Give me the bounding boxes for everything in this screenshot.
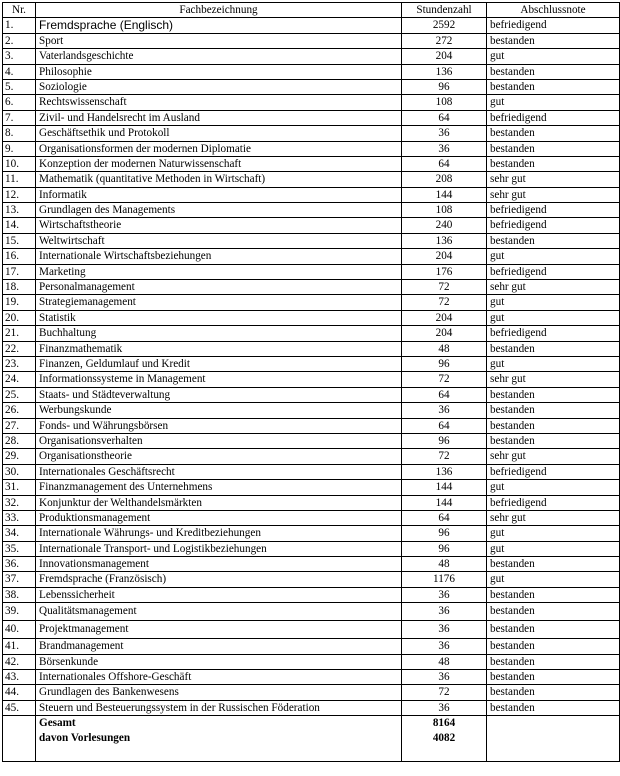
- row-hours: 36: [402, 603, 487, 621]
- row-nr: 5.: [3, 79, 36, 94]
- row-nr: 11.: [3, 172, 36, 187]
- row-nr: 12.: [3, 187, 36, 202]
- row-nr: 36.: [3, 557, 36, 572]
- row-nr: 2.: [3, 33, 36, 48]
- row-subject: Innovationsmanagement: [36, 557, 402, 572]
- table-row: [3, 141, 620, 156]
- row-hours: 36: [402, 403, 487, 418]
- row-hours: 96: [402, 526, 487, 541]
- row-grade: bestanden: [487, 403, 620, 418]
- table-row: [3, 18, 620, 33]
- row-grade: sehr gut: [487, 280, 620, 295]
- row-hours: 136: [402, 233, 487, 248]
- table-row: [3, 480, 620, 495]
- row-grade: gut: [487, 541, 620, 556]
- table-row: [3, 654, 620, 669]
- row-hours: 48: [402, 341, 487, 356]
- row-hours: 204: [402, 310, 487, 325]
- totals-nr-cell: [3, 716, 36, 762]
- table-row: [3, 156, 620, 171]
- table-row: [3, 95, 620, 110]
- row-hours: 1176: [402, 572, 487, 587]
- row-grade: bestanden: [487, 156, 620, 171]
- row-subject: Organisationsverhalten: [36, 433, 402, 448]
- row-hours: 176: [402, 264, 487, 279]
- row-hours: 2592: [402, 18, 487, 33]
- totals-spacer: [39, 746, 401, 761]
- row-subject: Fonds- und Währungsbörsen: [36, 418, 402, 433]
- table-row: [3, 433, 620, 448]
- totals-hours-cell: [402, 716, 487, 762]
- row-grade: bestanden: [487, 654, 620, 669]
- row-subject: Projektmanagement: [36, 621, 402, 639]
- header-grade: Abschlussnote: [487, 3, 620, 18]
- table-row: [3, 203, 620, 218]
- row-grade: sehr gut: [487, 449, 620, 464]
- row-nr: 20.: [3, 310, 36, 325]
- row-nr: 39.: [3, 603, 36, 621]
- row-grade: gut: [487, 572, 620, 587]
- row-grade: bestanden: [487, 64, 620, 79]
- table-row: [3, 639, 620, 654]
- lectures-label: davon Vorlesungen: [39, 732, 131, 745]
- row-hours: 72: [402, 280, 487, 295]
- row-subject: Organisationstheorie: [36, 449, 402, 464]
- row-grade: sehr gut: [487, 187, 620, 202]
- row-grade: bestanden: [487, 433, 620, 448]
- row-nr: 24.: [3, 372, 36, 387]
- row-grade: gut: [487, 526, 620, 541]
- row-subject: Wirtschaftstheorie: [36, 218, 402, 233]
- row-grade: bestanden: [487, 557, 620, 572]
- row-subject: Fremdsprache (Französisch): [36, 572, 402, 587]
- row-nr: 34.: [3, 526, 36, 541]
- table-row: [3, 33, 620, 48]
- table-row: [3, 403, 620, 418]
- table-row: [3, 264, 620, 279]
- row-subject: Konjunktur der Welthandelsmärkten: [36, 495, 402, 510]
- row-hours: 144: [402, 480, 487, 495]
- row-grade: sehr gut: [487, 372, 620, 387]
- row-nr: 8.: [3, 126, 36, 141]
- table-row: [3, 572, 620, 587]
- row-nr: 38.: [3, 587, 36, 602]
- row-grade: befriedigend: [487, 203, 620, 218]
- row-grade: bestanden: [487, 387, 620, 402]
- row-nr: 3.: [3, 49, 36, 64]
- table-row: [3, 218, 620, 233]
- row-grade: bestanden: [487, 33, 620, 48]
- row-hours: 240: [402, 218, 487, 233]
- table-row: [3, 685, 620, 700]
- table-row: [3, 372, 620, 387]
- row-hours: 36: [402, 670, 487, 685]
- row-nr: 33.: [3, 510, 36, 525]
- row-hours: 204: [402, 49, 487, 64]
- row-grade: befriedigend: [487, 326, 620, 341]
- row-nr: 1.: [3, 18, 36, 33]
- row-nr: 6.: [3, 95, 36, 110]
- row-hours: 204: [402, 326, 487, 341]
- row-grade: bestanden: [487, 603, 620, 621]
- row-grade: sehr gut: [487, 510, 620, 525]
- row-subject: Finanzen, Geldumlauf und Kredit: [36, 356, 402, 371]
- row-nr: 4.: [3, 64, 36, 79]
- table-row: [3, 126, 620, 141]
- row-subject: Marketing: [36, 264, 402, 279]
- row-hours: 64: [402, 110, 487, 125]
- row-grade: bestanden: [487, 418, 620, 433]
- row-subject: Rechtswissenschaft: [36, 95, 402, 110]
- row-subject: Internationales Offshore-Geschäft: [36, 670, 402, 685]
- table-row: [3, 603, 620, 621]
- row-hours: 36: [402, 587, 487, 602]
- row-subject: Philosophie: [36, 64, 402, 79]
- row-nr: 7.: [3, 110, 36, 125]
- row-subject: Grundlagen des Bankenwesens: [36, 685, 402, 700]
- row-grade: befriedigend: [487, 218, 620, 233]
- row-nr: 44.: [3, 685, 36, 700]
- table-row: [3, 341, 620, 356]
- row-nr: 18.: [3, 280, 36, 295]
- row-hours: 72: [402, 372, 487, 387]
- row-nr: 17.: [3, 264, 36, 279]
- row-hours: 144: [402, 187, 487, 202]
- row-subject: Lebenssicherheit: [36, 587, 402, 602]
- row-subject: Zivil- und Handelsrecht im Ausland: [36, 110, 402, 125]
- table-row: [3, 557, 620, 572]
- row-hours: 72: [402, 449, 487, 464]
- table-row: [3, 387, 620, 402]
- row-hours: 204: [402, 249, 487, 264]
- row-subject: Weltwirtschaft: [36, 233, 402, 248]
- table-row: [3, 621, 620, 639]
- row-subject: Fremdsprache (Englisch): [36, 18, 402, 33]
- row-grade: bestanden: [487, 639, 620, 654]
- row-hours: 64: [402, 156, 487, 171]
- table-row: [3, 356, 620, 371]
- table-row: [3, 187, 620, 202]
- table-row: [3, 700, 620, 715]
- row-grade: befriedigend: [487, 464, 620, 479]
- row-hours: 64: [402, 387, 487, 402]
- table-row: [3, 541, 620, 556]
- table-row: [3, 526, 620, 541]
- row-nr: 28.: [3, 433, 36, 448]
- table-row: [3, 110, 620, 125]
- row-grade: bestanden: [487, 341, 620, 356]
- totals-label-cell: [36, 716, 402, 762]
- row-subject: Vaterlandsgeschichte: [36, 49, 402, 64]
- row-subject: Personalmanagement: [36, 280, 402, 295]
- row-nr: 15.: [3, 233, 36, 248]
- row-hours: 48: [402, 557, 487, 572]
- row-subject: Grundlagen des Managements: [36, 203, 402, 218]
- row-hours: 96: [402, 356, 487, 371]
- row-hours: 108: [402, 95, 487, 110]
- row-hours: 36: [402, 141, 487, 156]
- row-grade: bestanden: [487, 79, 620, 94]
- row-subject: Börsenkunde: [36, 654, 402, 669]
- row-subject: Buchhaltung: [36, 326, 402, 341]
- row-grade: bestanden: [487, 141, 620, 156]
- row-nr: 35.: [3, 541, 36, 556]
- row-hours: 96: [402, 79, 487, 94]
- total-hours: 8164: [432, 717, 456, 730]
- transcript-table-wrapper: [2, 2, 620, 762]
- row-hours: 208: [402, 172, 487, 187]
- row-nr: 29.: [3, 449, 36, 464]
- row-hours: 36: [402, 126, 487, 141]
- row-grade: gut: [487, 356, 620, 371]
- row-subject: Informatik: [36, 187, 402, 202]
- row-nr: 42.: [3, 654, 36, 669]
- table-row: [3, 510, 620, 525]
- row-hours: 72: [402, 685, 487, 700]
- row-nr: 10.: [3, 156, 36, 171]
- row-grade: befriedigend: [487, 495, 620, 510]
- row-grade: sehr gut: [487, 172, 620, 187]
- row-hours: 108: [402, 203, 487, 218]
- row-nr: 37.: [3, 572, 36, 587]
- row-subject: Soziologie: [36, 79, 402, 94]
- row-grade: bestanden: [487, 700, 620, 715]
- table-row: [3, 326, 620, 341]
- table-row: [3, 670, 620, 685]
- table-body: [3, 18, 620, 716]
- total-label: Gesamt: [39, 717, 76, 730]
- row-grade: gut: [487, 480, 620, 495]
- row-nr: 21.: [3, 326, 36, 341]
- totals-block: [3, 716, 620, 762]
- row-grade: bestanden: [487, 670, 620, 685]
- row-hours: 136: [402, 464, 487, 479]
- row-hours: 36: [402, 621, 487, 639]
- table-row: [3, 233, 620, 248]
- row-hours: 136: [402, 64, 487, 79]
- row-hours: 96: [402, 541, 487, 556]
- row-nr: 40.: [3, 621, 36, 639]
- row-grade: gut: [487, 49, 620, 64]
- row-subject: Finanzmathematik: [36, 341, 402, 356]
- row-hours: 144: [402, 495, 487, 510]
- row-grade: bestanden: [487, 587, 620, 602]
- row-subject: Mathematik (quantitative Methoden in Wirtschaft): [36, 172, 402, 187]
- row-nr: 19.: [3, 295, 36, 310]
- row-grade: gut: [487, 95, 620, 110]
- totals-grade-cell: [487, 716, 620, 762]
- row-nr: 26.: [3, 403, 36, 418]
- row-hours: 96: [402, 433, 487, 448]
- row-grade: befriedigend: [487, 110, 620, 125]
- header-subject: Fachbezeichnung: [36, 3, 402, 18]
- row-grade: gut: [487, 310, 620, 325]
- row-subject: Geschäftsethik und Protokoll: [36, 126, 402, 141]
- table-row: [3, 49, 620, 64]
- row-subject: Finanzmanagement des Unternehmens: [36, 480, 402, 495]
- row-subject: Statistik: [36, 310, 402, 325]
- row-subject: Produktionsmanagement: [36, 510, 402, 525]
- row-subject: Werbungskunde: [36, 403, 402, 418]
- table-row: [3, 449, 620, 464]
- row-nr: 31.: [3, 480, 36, 495]
- row-nr: 30.: [3, 464, 36, 479]
- row-grade: gut: [487, 295, 620, 310]
- row-nr: 32.: [3, 495, 36, 510]
- row-subject: Brandmanagement: [36, 639, 402, 654]
- row-grade: bestanden: [487, 685, 620, 700]
- row-hours: 36: [402, 639, 487, 654]
- lectures-hours: 4082: [432, 732, 456, 745]
- row-nr: 9.: [3, 141, 36, 156]
- row-subject: Internationales Geschäftsrecht: [36, 464, 402, 479]
- table-row: [3, 310, 620, 325]
- row-subject: Internationale Wirtschaftsbeziehungen: [36, 249, 402, 264]
- table-row: [3, 172, 620, 187]
- row-grade: befriedigend: [487, 18, 620, 33]
- row-subject: Informationssysteme in Management: [36, 372, 402, 387]
- row-subject: Konzeption der modernen Naturwissenschaft: [36, 156, 402, 171]
- row-subject: Organisationsformen der modernen Diplomatie: [36, 141, 402, 156]
- row-nr: 25.: [3, 387, 36, 402]
- row-grade: bestanden: [487, 621, 620, 639]
- totals-row: [3, 716, 620, 762]
- row-hours: 72: [402, 295, 487, 310]
- row-hours: 36: [402, 700, 487, 715]
- row-nr: 45.: [3, 700, 36, 715]
- row-subject: Strategiemanagement: [36, 295, 402, 310]
- row-subject: Qualitätsmanagement: [36, 603, 402, 621]
- table-row: [3, 464, 620, 479]
- row-subject: Staats- und Städteverwaltung: [36, 387, 402, 402]
- totals-spacer: [402, 746, 486, 761]
- table-row: [3, 418, 620, 433]
- header-nr: Nr.: [3, 3, 36, 18]
- table-row: [3, 249, 620, 264]
- table-header-row: [3, 3, 620, 18]
- row-grade: bestanden: [487, 126, 620, 141]
- table-row: [3, 587, 620, 602]
- row-nr: 41.: [3, 639, 36, 654]
- transcript-table: [2, 2, 620, 762]
- table-row: [3, 79, 620, 94]
- row-hours: 272: [402, 33, 487, 48]
- table-row: [3, 295, 620, 310]
- row-grade: befriedigend: [487, 264, 620, 279]
- row-nr: 43.: [3, 670, 36, 685]
- row-grade: bestanden: [487, 233, 620, 248]
- row-subject: Internationale Transport- und Logistikbeziehungen: [36, 541, 402, 556]
- header-hours: Stundenzahl: [402, 3, 487, 18]
- row-nr: 22.: [3, 341, 36, 356]
- table-row: [3, 495, 620, 510]
- row-nr: 13.: [3, 203, 36, 218]
- table-row: [3, 64, 620, 79]
- row-grade: gut: [487, 249, 620, 264]
- row-hours: 48: [402, 654, 487, 669]
- row-subject: Sport: [36, 33, 402, 48]
- row-nr: 14.: [3, 218, 36, 233]
- row-nr: 27.: [3, 418, 36, 433]
- row-nr: 23.: [3, 356, 36, 371]
- row-subject: Internationale Währungs- und Kreditbeziehungen: [36, 526, 402, 541]
- table-row: [3, 280, 620, 295]
- row-hours: 64: [402, 510, 487, 525]
- row-subject: Steuern und Besteuerungssystem in der Russischen Föderation: [36, 700, 402, 715]
- row-hours: 64: [402, 418, 487, 433]
- row-nr: 16.: [3, 249, 36, 264]
